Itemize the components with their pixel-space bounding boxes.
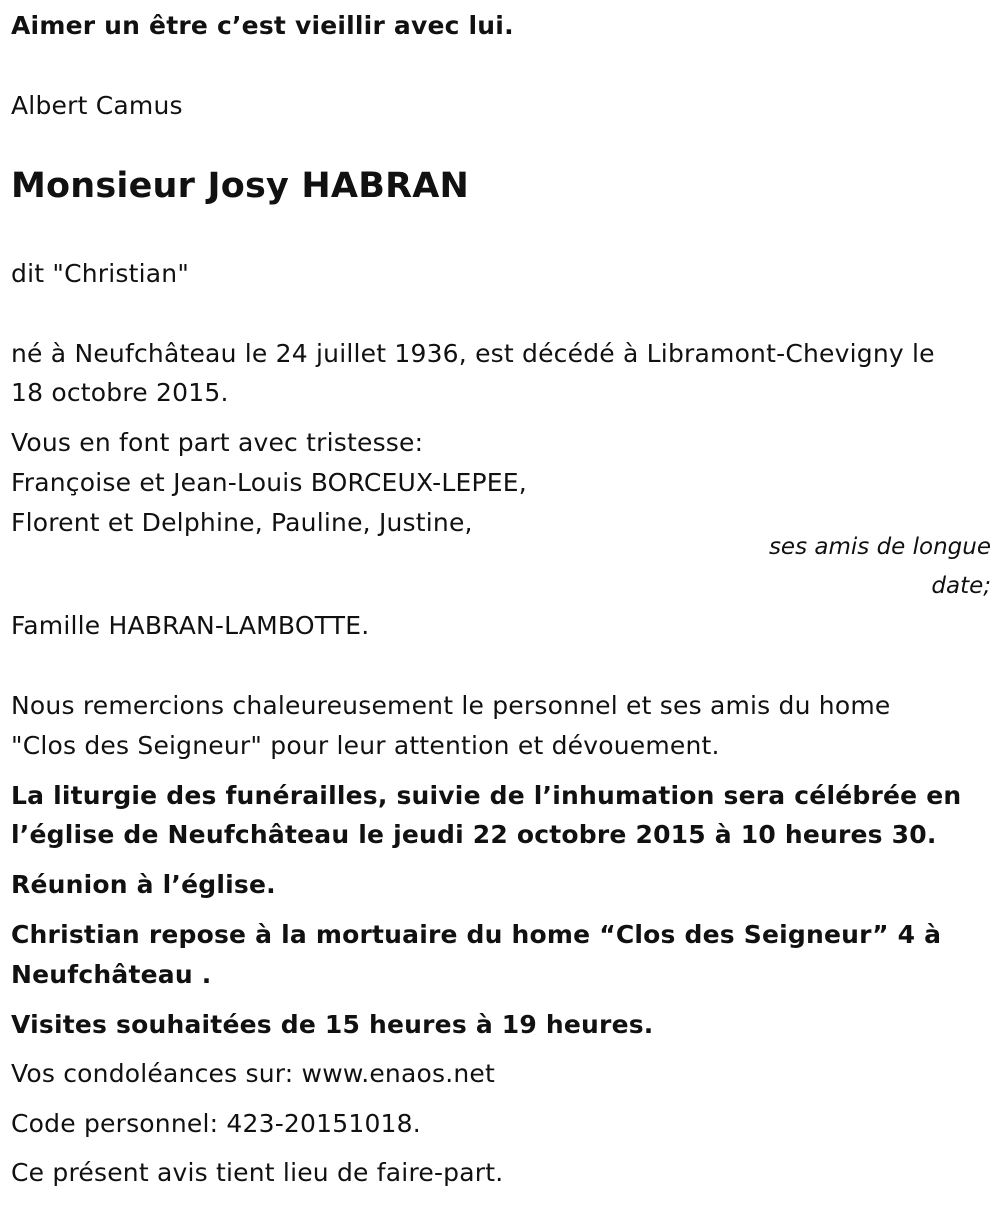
birth-death-line-1: né à Neufchâteau le 24 juillet 1936, est décédé à Libramont-Chevigny le <box>11 339 935 368</box>
thanks-line-2: "Clos des Seigneur" pour leur attention et dévouement. <box>11 731 720 760</box>
family-member: Françoise et Jean-Louis BORCEUX-LEPEE, <box>11 468 527 497</box>
quote-text: Aimer un être c’est vieillir avec lui. <box>11 11 514 40</box>
family-member: Florent et Delphine, Pauline, Justine, <box>11 508 473 537</box>
family-intro: Vous en font part avec tristesse: <box>11 428 424 457</box>
quote-author: Albert Camus <box>11 91 183 120</box>
funeral-line-2: l’église de Neufchâteau le jeudi 22 octobre 2015 à 10 heures 30. <box>11 820 937 849</box>
thanks-line-1: Nous remercions chaleureusement le personnel et ses amis du home <box>11 691 891 720</box>
family-name: Famille HABRAN-LAMBOTTE. <box>11 611 370 640</box>
rest-line-1: Christian repose à la mortuaire du home “Clos des Seigneur” 4 à <box>11 920 942 949</box>
deceased-nickname: dit "Christian" <box>11 259 190 288</box>
meeting-info: Réunion à l’église. <box>11 870 276 899</box>
friends-line-2: date; <box>931 573 991 599</box>
friends-line-1: ses amis de longue <box>768 534 991 560</box>
condolences-info: Vos condoléances sur: www.enaos.net <box>11 1059 495 1088</box>
rest-line-2: Neufchâteau . <box>11 960 212 989</box>
visits-info: Visites souhaitées de 15 heures à 19 heures. <box>11 1010 654 1039</box>
deceased-name: Monsieur Josy HABRAN <box>11 166 470 206</box>
funeral-line-1: La liturgie des funérailles, suivie de l’inhumation sera célébrée en <box>11 781 962 810</box>
personal-code: Code personnel: 423-20151018. <box>11 1109 421 1138</box>
birth-death-line-2: 18 octobre 2015. <box>11 378 229 407</box>
notice-text: Ce présent avis tient lieu de faire-part. <box>11 1158 504 1187</box>
